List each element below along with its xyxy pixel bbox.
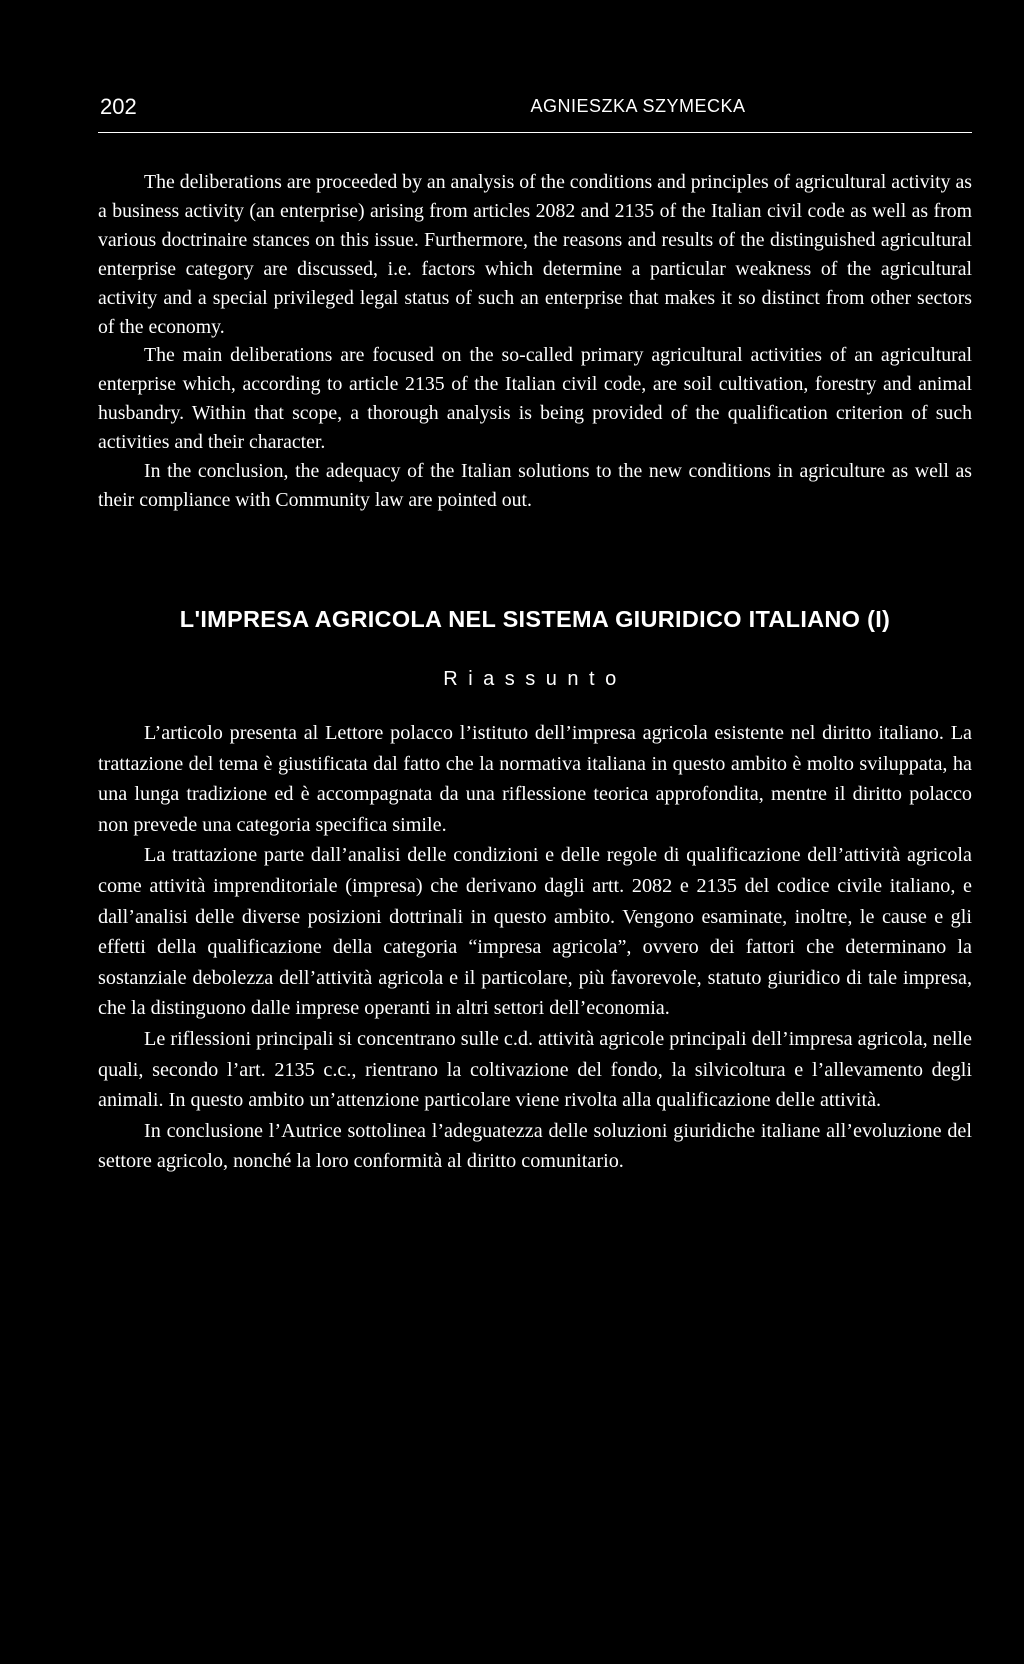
section-subtitle: Riassunto (443, 668, 627, 690)
running-head-author: AGNIESZKA SZYMECKA (530, 96, 746, 116)
italian-paragraph-4: In conclusione l’Autrice sottolinea l’adeguatezza delle soluzioni giuridiche italiane all’evoluzione del settore agricolo, nonché la loro conformità al diritto comunitario. (98, 1119, 972, 1173)
italian-paragraph-3: Le riflessioni principali si concentrano sulle c.d. attività agricole principali dell’impresa agricola, nelle quali, secondo l’art. 2135 c.c., rientrano la coltivazione del fondo, la silvicoltura e l’allevamento degli animali. In questo ambito un’attenzione particolare viene rivolta alla qualificazione delle attività. (98, 1027, 972, 1112)
italian-paragraph-2: La trattazione parte dall’analisi delle condizioni e delle regole di qualificazione dell’attività agricola come attività imprenditoriale (impresa) che derivano dagli artt. 2082 e 2135 del codice civile italiano, e dall’analisi delle diverse posizioni dottrinali in questo ambito. Vengono esaminate, inoltre, le cause e gli effetti della qualificazione della categoria “impresa agricola”, ovvero dei fattori che determinano la sostanziale debolezza dell’attività agricola e il particolare, più favorevole, statuto giuridico di tale impresa, che la distinguono dalle imprese operanti in altri settori dell’economia. (98, 844, 972, 1020)
italian-abstract (98, 718, 972, 1177)
english-abstract (98, 168, 972, 515)
english-paragraph-2: The main deliberations are focused on the so-called primary agricultural activities of an agricultural enterprise which, according to article 2135 of the Italian civil code, are soil cultivation, forestry and animal husbandry. Within that scope, a thorough analysis is being provided of the qualification criterion of such activities and their character. (98, 344, 972, 454)
section-title: L'IMPRESA AGRICOLA NEL SISTEMA GIURIDICO ITALIANO (I) (179, 606, 891, 632)
english-paragraph-3: In the conclusion, the adequacy of the Italian solutions to the new conditions in agriculture as well as their compliance with Community law are pointed out. (98, 460, 972, 511)
page-number: 202 (100, 94, 137, 119)
english-paragraph-1: The deliberations are proceeded by an analysis of the conditions and principles of agricultural activity as a business activity (an enterprise) arising from articles 2082 and 2135 of the Italian civil code as well as from various doctrinaire stances on this issue. Furthermore, the reasons and results of the distinguished agricultural enterprise category are discussed, i.e. factors which determine a particular weakness of the agricultural activity and a special privileged legal status of such an enterprise that makes it so distinct from other sectors of the economy. (98, 171, 972, 338)
running-head (98, 92, 972, 133)
italian-paragraph-1: L’articolo presenta al Lettore polacco l’istituto dell’impresa agricola esistente nel diritto italiano. La trattazione del tema è giustificata dal fatto che la normativa italiana in questo ambito è molto sviluppata, ha una lunga tradizione ed è accompagnata da una riflessione teorica approfondita, mentre il diritto polacco non prevede una categoria specifica simile. (98, 722, 972, 836)
